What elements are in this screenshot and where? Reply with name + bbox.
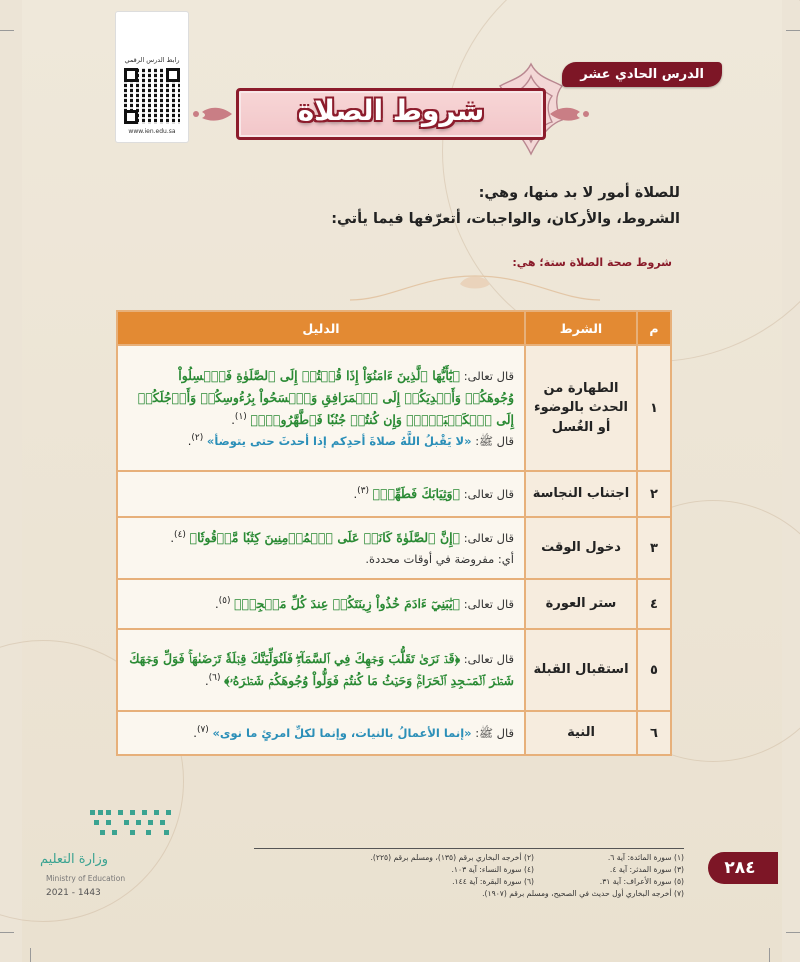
ministry-logo xyxy=(40,808,190,908)
footnote-ref: (٥) xyxy=(218,596,231,607)
footnote-ref: (٤) xyxy=(174,530,186,541)
edition-year: 2021 - 1443 xyxy=(46,888,101,898)
header-condition: الشرط xyxy=(525,311,637,345)
table-row xyxy=(117,711,671,755)
crop-mark xyxy=(0,30,14,31)
row-number: ٥ xyxy=(637,629,671,711)
conditions-table xyxy=(116,310,672,756)
footnote-row: (٣) سورة المدثر: آية ٤. (٤) سورة النساء: آية ١٠٣. xyxy=(451,865,684,875)
proof-cell: قال تعالى: ﴿إِنَّ ٱلصَّلَوٰةَ كَانَتۡ عَلَى ٱلۡمُؤۡمِنِينَ كِتَٰبٗا مَّوۡقُوتٗا﴾ $^{(٤)}$. أي: مفروضة في أوقات محددة. xyxy=(117,517,525,579)
quran-verse: ﴿يَٰبَنِيٓ ءَادَمَ خُذُواْ زِينَتَكُمۡ عِندَ كُلِّ مَسۡجِدٖ﴾ xyxy=(234,596,461,612)
digital-lesson-qr-card[interactable] xyxy=(116,12,188,142)
header-num: م xyxy=(637,311,671,345)
condition-cell: الطهارة من الحدث بالوضوء أو الغُسل xyxy=(525,345,637,471)
qr-url: www.ien.edu.sa xyxy=(128,128,176,135)
page-number: ٢٨٤ xyxy=(708,852,772,884)
ministry-logo-dots-icon xyxy=(90,808,176,842)
footnote-divider xyxy=(254,848,684,849)
footnote-ref: (٢) xyxy=(191,432,204,443)
proof-cell: قال تعالى: ﴿يَٰبَنِيٓ ءَادَمَ خُذُواْ زِينَتَكُمۡ عِندَ كُلِّ مَسۡجِدٖ﴾ $^{(٥)}$. xyxy=(117,579,525,629)
crop-mark xyxy=(786,30,800,31)
intro-line-2: الشروط، والأركان، والواجبات، أتعرّفها فيما يأتي: xyxy=(331,211,680,227)
quran-verse: ﴿قَدۡ نَرَىٰ تَقَلُّبَ وَجۡهِكَ فِي ٱلسَّمَآءِۖ فَلَنُوَلِّيَنَّكَ قِبۡلَةٗ تَرۡضَىٰهَاۚ فَوَلِّ وَجۡهَكَ شَطۡرَ ٱلۡمَسۡجِدِ ٱلۡحَرَامِۚ وَحَيۡثُ مَا كُنتُمۡ فَوَلُّواْ وُجُوهَكُمۡ شَطۡرَهُۥ﴾ xyxy=(129,651,514,688)
subheading: شروط صحة الصلاة ستة؛ هي: xyxy=(512,256,672,269)
intro-line-1: للصلاة أمور لا بد منها، وهي: xyxy=(478,185,680,201)
row-number: ١ xyxy=(637,345,671,471)
ministry-name-english: Ministry of Education xyxy=(46,874,126,883)
title-banner xyxy=(236,88,546,140)
condition-cell: دخول الوقت xyxy=(525,517,637,579)
row-number: ٢ xyxy=(637,471,671,517)
condition-cell: ستر العورة xyxy=(525,579,637,629)
proof-cell: قال ﷺ: «إنما الأعمالُ بالنيات، وإنما لكلِّ امرئٍ ما نوى» $^{(٧)}$. xyxy=(117,711,525,755)
crop-mark xyxy=(0,932,14,933)
page-title: شروط الصلاة xyxy=(297,94,485,127)
hadith-text: «إنما الأعمالُ بالنيات، وإنما لكلِّ امرئٍ ما نوى» xyxy=(212,725,472,740)
hadith-text: «لا يَقْبلُ اللَّهُ صلاةَ أحدِكم إذا أحدثَ حتى يتوضأ» xyxy=(206,433,472,448)
table-header-row xyxy=(117,311,671,345)
table-row xyxy=(117,579,671,629)
table-row xyxy=(117,345,671,471)
footnote-ref: (١) xyxy=(234,412,247,423)
footnote-ref: (٧) xyxy=(196,725,209,736)
row-number: ٤ xyxy=(637,579,671,629)
header-proof: الدليل xyxy=(117,311,525,345)
explanation-note: أي: مفروضة في أوقات محددة. xyxy=(365,551,514,566)
proof-cell: قال تعالى: ﴿وَثِيَابَكَ فَطَهِّرۡ﴾ $^{(٣)}$. xyxy=(117,471,525,517)
quran-verse: ﴿يَٰٓأَيُّهَا ٱلَّذِينَ ءَامَنُوٓاْ إِذَا قُمۡتُمۡ إِلَى ٱلصَّلَوٰةِ فَٱغۡسِلُواْ وُجُوهَكُمۡ وَأَيۡدِيَكُمۡ إِلَى ٱلۡمَرَافِقِ وَٱمۡسَحُواْ بِرُءُوسِكُمۡ وَأَرۡجُلَكُمۡ إِلَى ٱلۡكَعۡبَيۡنِۚ وَإِن كُنتُمۡ جُنُبٗا فَٱطَّهَّرُواْۚ﴾ xyxy=(137,368,514,427)
table-row xyxy=(117,629,671,711)
quran-verse: ﴿إِنَّ ٱلصَّلَوٰةَ كَانَتۡ عَلَى ٱلۡمُؤۡمِنِينَ كِتَٰبٗا مَّوۡقُوتٗا﴾ xyxy=(189,530,461,545)
table-row xyxy=(117,471,671,517)
ministry-name-arabic: وزارة التعليم xyxy=(40,852,109,867)
quran-verse: ﴿وَثِيَابَكَ فَطَهِّرۡ﴾ xyxy=(372,486,461,502)
crop-mark xyxy=(769,948,770,962)
footnote-ref: (٦) xyxy=(208,673,221,684)
arch-ornament-icon xyxy=(350,270,600,306)
row-number: ٣ xyxy=(637,517,671,579)
condition-cell: اجتناب النجاسة xyxy=(525,471,637,517)
footnote-ref: (٣) xyxy=(357,486,369,497)
table-row xyxy=(117,517,671,579)
title-left-ornament-icon xyxy=(192,106,232,122)
footnotes xyxy=(244,852,684,901)
qr-label: رابط الدرس الرقمي xyxy=(124,56,180,64)
condition-cell: النية xyxy=(525,711,637,755)
lesson-badge: الدرس الحادي عشر xyxy=(562,62,722,87)
footnote-row: (٧) أخرجه البخاري أول حديث في الصحيح، ومسلم برقم (١٩٠٧). xyxy=(482,889,684,899)
crop-mark xyxy=(30,948,31,962)
proof-cell: قال تعالى: ﴿يَٰٓأَيُّهَا ٱلَّذِينَ ءَامَنُوٓاْ إِذَا قُمۡتُمۡ إِلَى ٱلصَّلَوٰةِ فَٱغۡسِلُواْ وُجُوهَكُمۡ وَأَيۡدِيَكُمۡ إِلَى ٱلۡمَرَافِقِ وَٱمۡسَحُواْ بِرُءُوسِكُمۡ وَأَرۡجُلَكُمۡ إِلَى ٱلۡكَعۡبَيۡنِۚ وَإِن كُنتُمۡ جُنُبٗا فَٱطَّهَّرُواْۚ﴾ $^{(١)}$. قال ﷺ: «لا يَقْبلُ اللَّهُ صلاةَ أحدِكم إذا أحدثَ حتى يتوضأ» $^{(٢)}$. xyxy=(117,345,525,471)
proof-cell: قال تعالى: ﴿قَدۡ نَرَىٰ تَقَلُّبَ وَجۡهِكَ فِي ٱلسَّمَآءِۖ فَلَنُوَلِّيَنَّكَ قِبۡلَةٗ تَرۡضَىٰهَاۚ فَوَلِّ وَجۡهَكَ شَطۡرَ ٱلۡمَسۡجِدِ ٱلۡحَرَامِۚ وَحَيۡثُ مَا كُنتُمۡ فَوَلُّواْ وُجُوهَكُمۡ شَطۡرَهُۥ﴾ $^{(٦)}$. xyxy=(117,629,525,711)
crop-mark xyxy=(786,932,800,933)
footnote-row: (٥) سورة الأعراف: آية ٣١. (٦) سورة البقرة: آية ١٤٤. xyxy=(452,877,684,887)
title-right-ornament-icon xyxy=(550,106,590,122)
background-ornament xyxy=(442,0,800,362)
condition-cell: استقبال القبلة xyxy=(525,629,637,711)
footnote-row: (١) سورة المائدة: آية ٦. (٢) أخرجه البخاري برقم (١٣٥)، ومسلم برقم (٢٢٥). xyxy=(370,853,684,862)
row-number: ٦ xyxy=(637,711,671,755)
